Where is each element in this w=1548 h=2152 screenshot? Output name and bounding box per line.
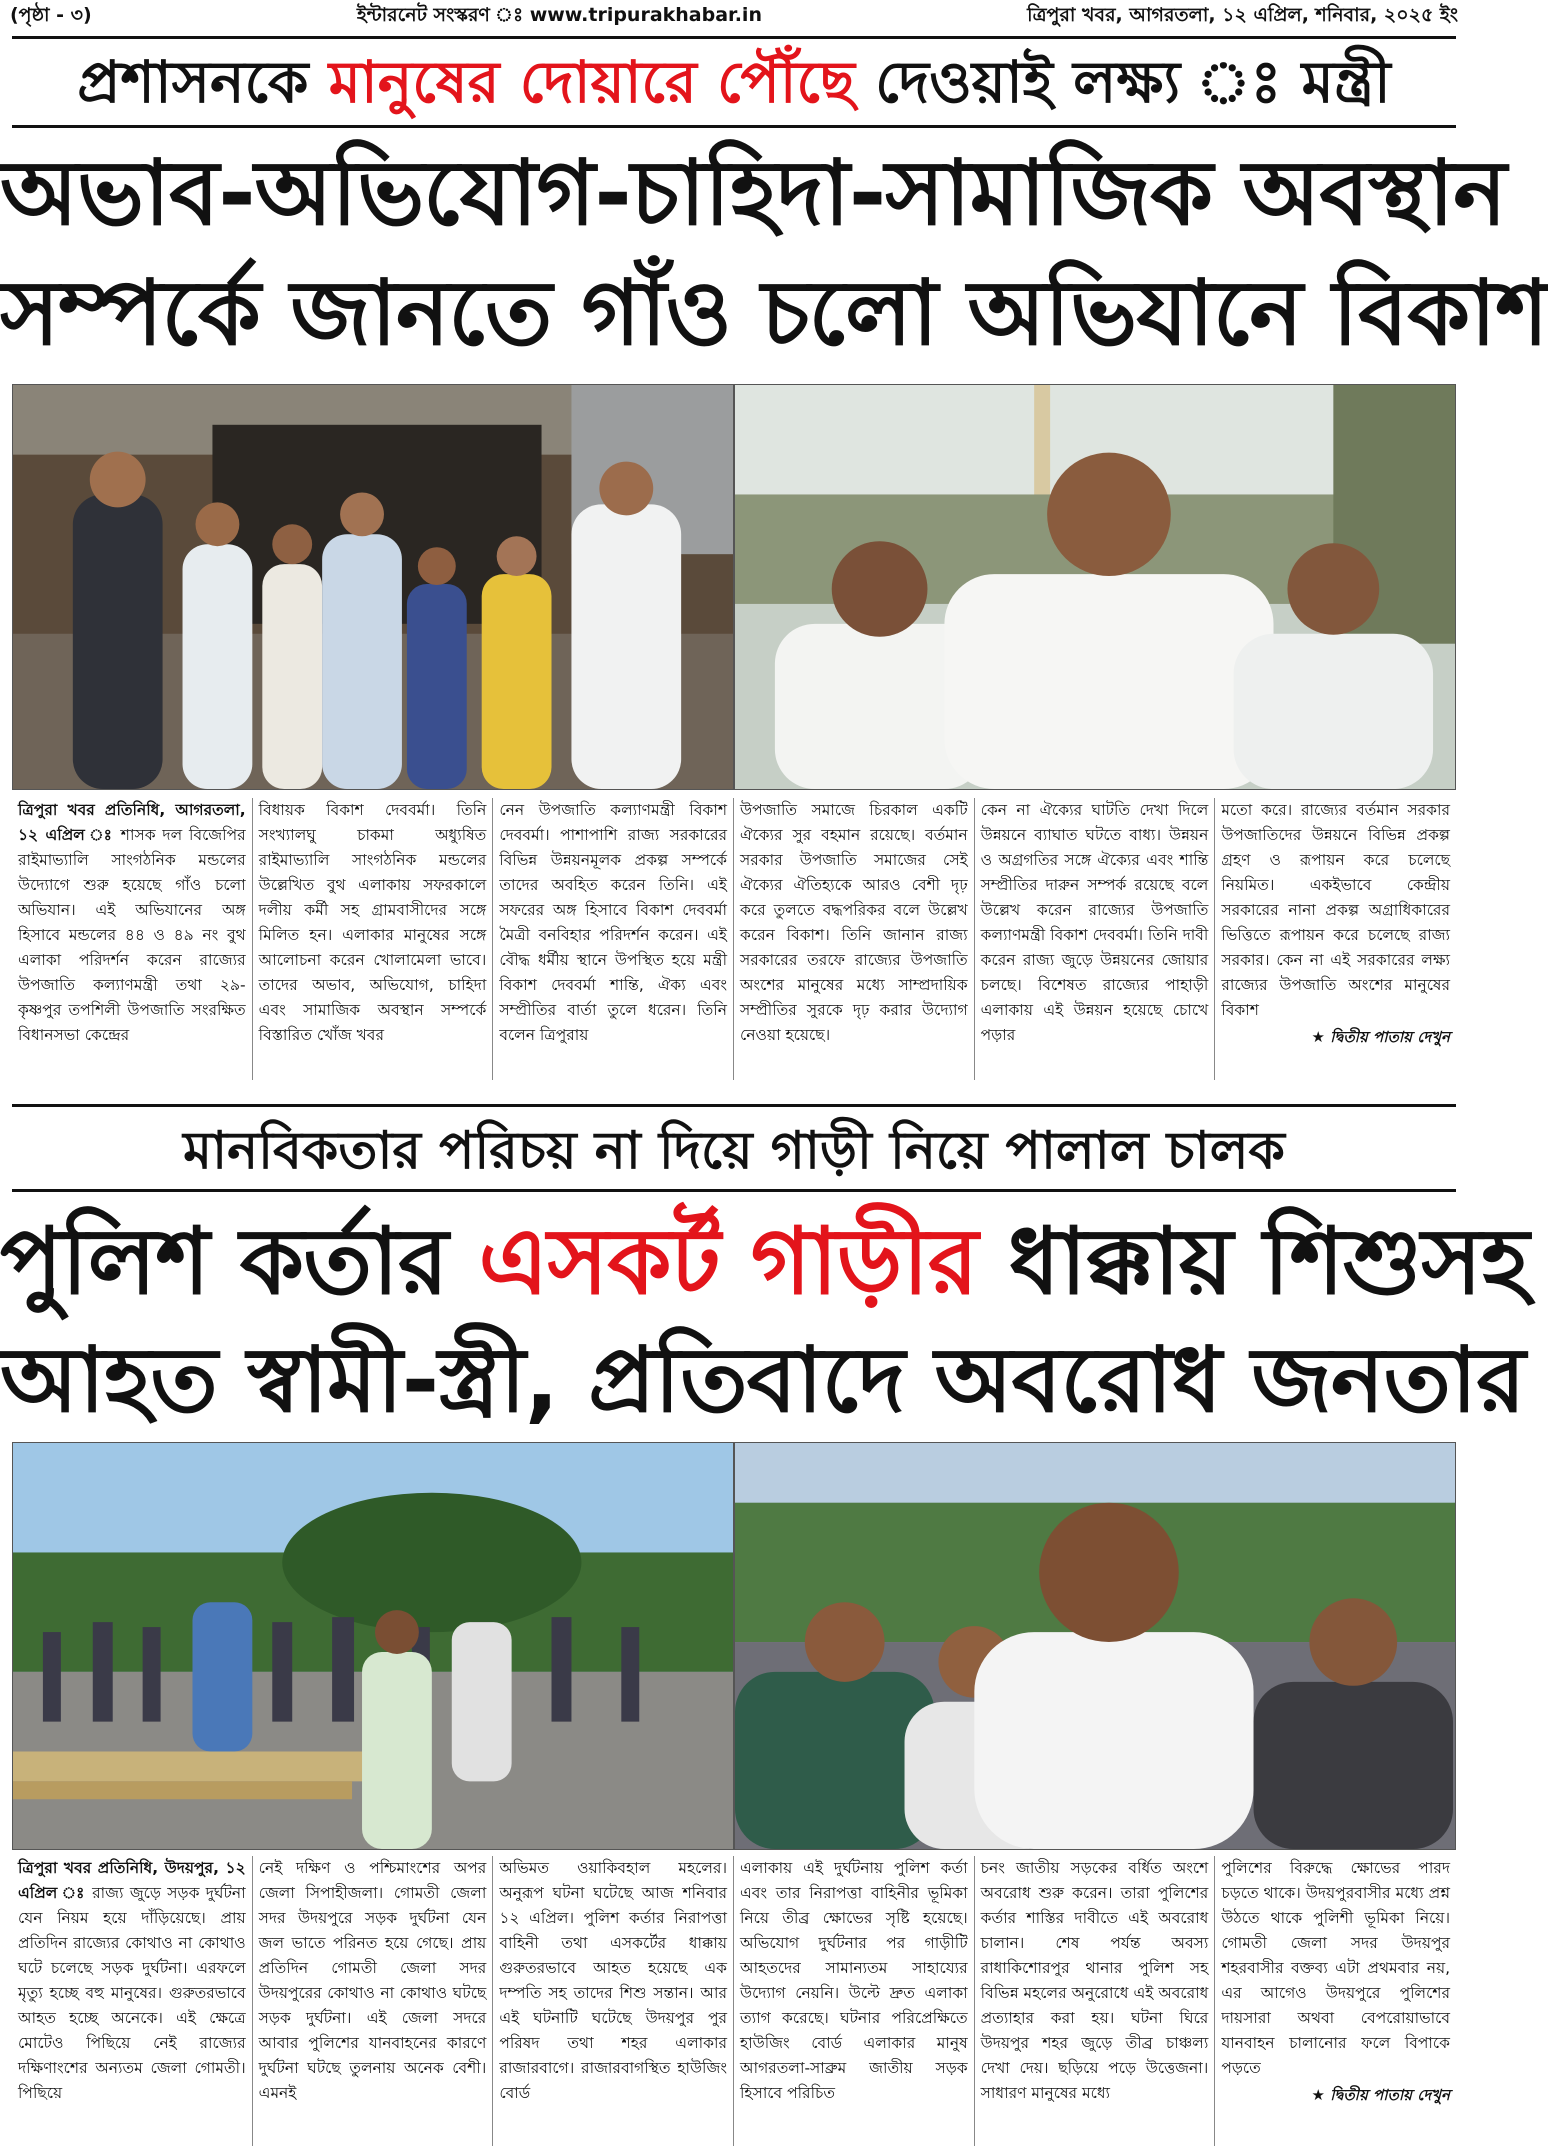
story1-photo-left [12, 384, 734, 790]
story1-column [1215, 798, 1456, 1080]
edition-url: ইন্টারনেট সংস্করণ ঃ www.tripurakhabar.in [356, 4, 762, 26]
story1-column [975, 798, 1216, 1080]
story2-body [12, 1856, 1456, 2146]
story2-headline-red: এসকর্ট গাড়ীর [478, 1208, 978, 1315]
dateline: ত্রিপুরা খবর, আগরতলা, ১২ এপ্রিল, শনিবার, ২০২৫ ইং [1027, 4, 1458, 26]
story1-column-text: নেন উপজাতি কল্যাণমন্ত্রী বিকাশ দেববর্মা। পাশাপাশি রাজ্য সরকারের বিভিন্ন উন্নয়নমূলক প্রকল্প সম্পর্কে তাদের অবহিত করেন তিনি। এই সফরের অঙ্গ হিসাবে বিকাশ দেববর্মা মৈত্রী বনবিহার পরিদর্শন করেন। এই বৌদ্ধ ধর্মীয় স্থানে উপস্থিত হয়ে মন্ত্রী বিকাশ দেববর্মা শান্তি, ঐক্য এবং সম্প্রীতির বার্তা তুলে ধরেন। তিনি বলেন ত্রিপুরায় [499, 801, 727, 1044]
story1-column [734, 798, 975, 1080]
story1-headline-line1: অভাব-অভিযোগ-চাহিদা-সামাজিক অবস্থান [0, 141, 1506, 246]
story1-column [493, 798, 734, 1080]
story2-column-text: এলাকায় এই দুর্ঘটনায় পুলিশ কর্তা এবং তার নিরাপত্তা বাহিনীর ভূমিকা নিয়ে তীব্র ক্ষোভের সৃষ্টি হয়েছে। অভিযোগ দুর্ঘটনার পর গাড়ীটি আহতদের সামান্যতম সাহায্যের উদ্যোগ নেয়নি। উল্টে দ্রুত এলাকা ত্যাগ করেছে। ঘটনার পরিপ্রেক্ষিতে হাউজিং বোর্ড এলাকার মানুষ আগরতলা-সাব্রুম জাতীয় সড়ক হিসাবে পরিচিত [740, 1859, 968, 2102]
story2-column-text: রাজ্য জুড়ে সড়ক দুর্ঘটনা যেন নিয়ম হয়ে দাঁড়িয়েছে। প্রায় প্রতিদিন রাজ্যের কোথাও না কোথাও ঘটে চলেছে সড়ক দুর্ঘটনা। এরফলে মৃত্যু হচ্ছে বহু মানুষের। গুরুতরভাবে আহত হচ্ছে অনেকে। এই ক্ষেত্রে মোটেও পিছিয়ে নেই রাজ্যের দক্ষিণাংশের অন্যতম জেলা গোমতী। পিছিয়ে [18, 1884, 246, 2102]
story2-column [734, 1856, 975, 2146]
story1-column [253, 798, 494, 1080]
story1-column-text: বিধায়ক বিকাশ দেববর্মা। তিনি সংখ্যালঘু চাকমা অধ্যুষিত রাইমাভ্যালি সাংগঠনিক মন্ডলের উল্লেখিত বুথ এলাকায় সফরকালে দলীয় কর্মী সহ গ্রামবাসীদের সঙ্গে মিলিত হন। এলাকার মানুষের সঙ্গে আলোচনা করেন খোলামেলা ভাবে। তাদের অভাব, অভিযোগ, চাহিদা এবং সামাজিক অবস্থান সম্পর্কে বিস্তারিত খোঁজ খবর [258, 801, 487, 1044]
story2-column [253, 1856, 494, 2146]
story1-kicker-red: মানুষের দোয়ারে পৌঁছে [328, 48, 855, 116]
page-number: (পৃষ্ঠা - ৩) [10, 4, 92, 26]
story1-column-text: কেন না ঐক্যের ঘাটতি দেখা দিলে উন্নয়নে ব্যাঘাত ঘটতে বাধ্য। উন্নয়ন ও অগ্রগতির সঙ্গে ঐক্যের এবং শান্তি সম্প্রীতির দারুন সম্পর্ক রয়েছে বলে উল্লেখ করেন রাজ্যের উপজাতি কল্যাণমন্ত্রী বিকাশ দেববর্মা। তিনি দাবী করেন রাজ্য জুড়ে উন্নয়নের জোয়ার চলছে। বিশেষত রাজ্যের পাহাড়ী এলাকায় এই উন্নয়ন হয়েছে চোখে পড়ার [980, 801, 1209, 1044]
story2-column [12, 1856, 253, 2146]
story2-column [493, 1856, 734, 2146]
story2-headline-line2: আহত স্বামী-স্ত্রী, প্রতিবাদে অবরোধ জনতার [0, 1328, 1525, 1433]
story2-column-text: নেই দক্ষিণ ও পশ্চিমাংশের অপর জেলা সিপাহীজলা। গোমতী জেলা সদর উদয়পুরে সড়ক দুর্ঘটনা যেন জল ভাতে পরিনত হয়ে গেছে। প্রায় প্রতিদিন গোমতী জেলা সদর উদয়পুরের কোথাও না কোথাও ঘটছে সড়ক দুর্ঘটনা। এই জেলা সদরে আবার পুলিশের যানবাহনের কারণে দুর্ঘটনা ঘটছে তুলনায় অনেক বেশী। এমনই [258, 1859, 487, 2102]
story1-headline-line2: সম্পর্কে জানতে গাঁও চলো অভিযানে বিকাশ [0, 261, 1548, 366]
story1-column-text: উপজাতি সমাজে চিরকাল একটি ঐক্যের সুর বহমান রয়েছে। বর্তমান সরকার উপজাতি সমাজের সেই ঐক্যের ঐতিহ্যকে আরও বেশী দৃঢ় করে তুলতে বদ্ধপরিকর বলে উল্লেখ করেন বিকাশ। তিনি জানান রাজ্য সরকারের তরফে রাজ্যের উপজাতি অংশের মানুষের মধ্যে সাম্প্রদায়িক সম্প্রীতির সুরকে দৃঢ় করার উদ্যোগ নেওয়া হয়েছে। [740, 801, 968, 1044]
page-header [0, 0, 1468, 34]
story2-column [1215, 1856, 1456, 2146]
story2-headline-part-b: ধাক্কায় শিশুসহ [977, 1208, 1529, 1315]
story2-photo-right [734, 1442, 1456, 1850]
story2-column [975, 1856, 1216, 2146]
story2-column-text: পুলিশের বিরুদ্ধে ক্ষোভের পারদ চড়তে থাকে। উদয়পুরবাসীর মধ্যে প্রশ্ন উঠতে থাকে পুলিশী ভূমিকা নিয়ে। গোমতী জেলা সদর উদয়পুর শহরবাসীর বক্তব্য এটা প্রথমবার নয়, এর আগেও উদয়পুরে পুলিশের দায়সারা অথবা বেপরোয়াভাবে যানবাহন চালানোর ফলে বিপাকে পড়তে [1221, 1859, 1450, 2077]
story2-byline: ত্রিপুরা খবর প্রতিনিধি, উদয়পুর, ১২ এপ্রিল ঃ [18, 1859, 246, 1902]
story2-photo-left [12, 1442, 734, 1850]
story1-photo-right [734, 384, 1456, 790]
story1-byline: ত্রিপুরা খবর প্রতিনিধি, আগরতলা, ১২ এপ্রিল ঃ [18, 801, 246, 844]
story1-see-more: ★ দ্বিতীয় পাতায় দেখুন [1311, 1028, 1450, 1046]
story2-kicker: মানবিকতার পরিচয় না দিয়ে গাড়ী নিয়ে পালাল চালক [183, 1121, 1285, 1181]
story1-body [12, 798, 1456, 1080]
story2-see-more: ★ দ্বিতীয় পাতায় দেখুন [1311, 2086, 1450, 2104]
story1-kicker [12, 44, 1456, 120]
section-divider [12, 1104, 1456, 1107]
story1-kicker-part-a: প্রশাসনকে [77, 48, 329, 116]
story2-column-text: চনং জাতীয় সড়কের বর্ধিত অংশে অবরোধ শুরু করেন। তারা পুলিশের কর্তার শাস্তির দাবীতে এই অবরোধ চালান। শেষ পর্যন্ত অবস্য রাধাকিশোরপুর থানার পুলিশ সহ বিভিন্ন মহলের অনুরোধে এই অবরোধ প্রত্যাহার করা হয়। ঘটনা ঘিরে উদয়পুর শহর জুড়ে তীব্র চাঞ্চল্য দেখা দেয়। ছড়িয়ে পড়ে উত্তেজনা। সাধারণ মানুষের মধ্যে [980, 1859, 1209, 2102]
story1-column-text: শাসক দল বিজেপির রাইমাভ্যালি সাংগঠনিক মন্ডলের উদ্যোগে শুরু হয়েছে গাঁও চলো অভিযান। এই অভিযানের অঙ্গ হিসাবে মন্ডলের ৪৪ ও ৪৯ নং বুথ এলাকা পরিদর্শন করেন রাজ্যের উপজাতি কল্যাণমন্ত্রী তথা ২৯-কৃষ্ণপুর তপশিলী উপজাতি সংরক্ষিত বিধানসভা কেন্দ্রের [18, 826, 246, 1044]
story1-kicker-part-b: দেওয়াই লক্ষ্য ঃ মন্ত্রী [854, 48, 1391, 116]
story1-column [12, 798, 253, 1080]
story2-headline-part-a: পুলিশ কর্তার [0, 1208, 479, 1315]
story2-column-text: অভিমত ওয়াকিবহাল মহলের। অনুরূপ ঘটনা ঘটেছে আজ শনিবার ১২ এপ্রিল। পুলিশ কর্তার নিরাপত্তা বাহিনী তথা এসকর্টের ধাক্কায় গুরুতরভাবে আহত হয়েছে এক দম্পতি সহ তাদের শিশু সন্তান। আর এই ঘটনাটি ঘটেছে উদয়পুর পুর পরিষদ তথা শহর এলাকার রাজারবাগে। রাজারবাগস্থিত হাউজিং বোর্ড [499, 1859, 727, 2102]
story2-headline-line1 [0, 1200, 1529, 1324]
story1-column-text: মতো করে। রাজ্যের বর্তমান সরকার উপজাতিদের উন্নয়নে বিভিন্ন প্রকল্প গ্রহণ ও রূপায়ন করে চলেছে নিয়মিত। একইভাবে কেন্দ্রীয় সরকারের নানা প্রকল্প অগ্রাধিকারের ভিত্তিতে রূপায়ন করে চলেছে রাজ্য সরকার। কেন না এই সরকারের লক্ষ্য রাজ্যের উপজাতি অংশের মানুষের বিকাশ [1221, 801, 1450, 1019]
